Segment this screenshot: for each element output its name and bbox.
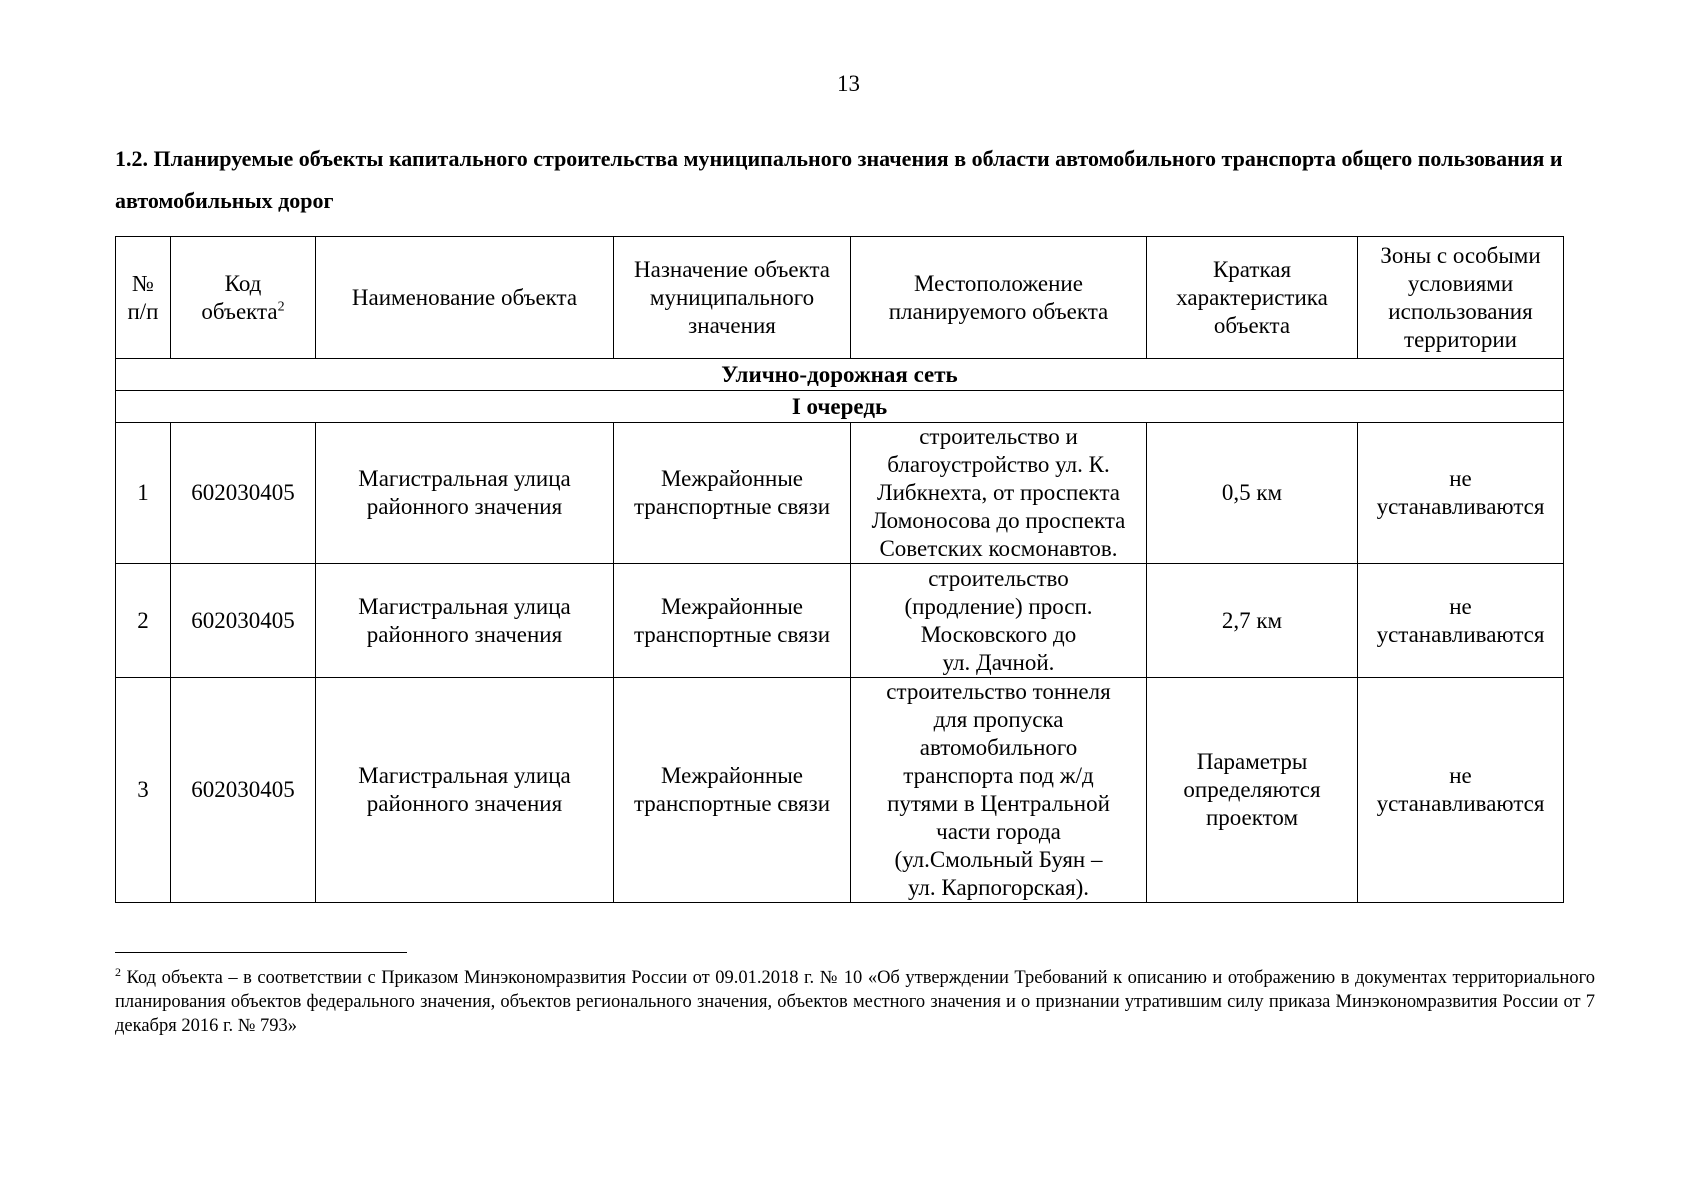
cell-code: 602030405: [171, 423, 316, 564]
group-title: Улично-дорожная сеть: [116, 359, 1564, 391]
cell-code: 602030405: [171, 564, 316, 678]
header-code-text: Код объекта: [201, 270, 278, 324]
footnote-reference: 2: [277, 298, 285, 314]
table-row: [116, 678, 1564, 903]
section-title: 1.2. Планируемые объекты капитального строительства муниципального значения в области автомобильного транспорта общего пользования и автомобильных дорог: [115, 146, 1563, 213]
cell-purpose: Межрайонные транспортные связи: [614, 423, 851, 564]
footnote: [115, 966, 1595, 1038]
cell-location: строительство тоннеля для пропуска автомобильного транспорта под ж/д путями в Центральной части города (ул.Смольный Буян – ул. Карпогорская).: [851, 678, 1147, 903]
header-zones: Зоны с особыми условиями использования территории: [1358, 237, 1564, 359]
cell-name: Магистральная улица районного значения: [316, 564, 614, 678]
header-row: [116, 237, 1564, 359]
table-body: [116, 359, 1564, 903]
footnote-mark: 2: [115, 964, 121, 979]
cell-number: 2: [116, 564, 171, 678]
footnote-divider: [115, 952, 407, 953]
header-location: Местоположение планируемого объекта: [851, 237, 1147, 359]
cell-name: Магистральная улица районного значения: [316, 423, 614, 564]
page-number: 13: [837, 71, 860, 96]
table-row: [116, 564, 1564, 678]
header-name: Наименование объекта: [316, 237, 614, 359]
group-row: [116, 359, 1564, 391]
cell-zones: не устанавливаются: [1358, 423, 1564, 564]
cell-characteristic: Параметры определяются проектом: [1147, 678, 1358, 903]
header-number: № п/п: [116, 237, 171, 359]
objects-table: [115, 236, 1564, 903]
cell-purpose: Межрайонные транспортные связи: [614, 564, 851, 678]
cell-name: Магистральная улица районного значения: [316, 678, 614, 903]
cell-number: 3: [116, 678, 171, 903]
cell-location: строительство и благоустройство ул. К. Либкнехта, от проспекта Ломоносова до проспекта Советских космонавтов.: [851, 423, 1147, 564]
cell-zones: не устанавливаются: [1358, 678, 1564, 903]
cell-characteristic: 2,7 км: [1147, 564, 1358, 678]
cell-code: 602030405: [171, 678, 316, 903]
cell-number: 1: [116, 423, 171, 564]
header-code: [171, 237, 316, 359]
header-characteristic: Краткая характеристика объекта: [1147, 237, 1358, 359]
table-row: [116, 423, 1564, 564]
subgroup-row: [116, 391, 1564, 423]
table-header: [116, 237, 1564, 359]
cell-purpose: Межрайонные транспортные связи: [614, 678, 851, 903]
subgroup-title: I очередь: [116, 391, 1564, 423]
cell-characteristic: 0,5 км: [1147, 423, 1358, 564]
cell-location: строительство (продление) просп. Московского до ул. Дачной.: [851, 564, 1147, 678]
header-purpose: Назначение объекта муниципального значения: [614, 237, 851, 359]
cell-zones: не устанавливаются: [1358, 564, 1564, 678]
footnote-text: Код объекта – в соответствии с Приказом Минэкономразвития России от 09.01.2018 г. № 10 «Об утверждении Требований к описанию и отображению в документах территориального планирования объектов федерального значения, объектов регионального значения, объектов местного значения и о признании утратившим силу приказа Минэкономразвития России от 7 декабря 2016 г. № 793»: [115, 968, 1595, 1036]
